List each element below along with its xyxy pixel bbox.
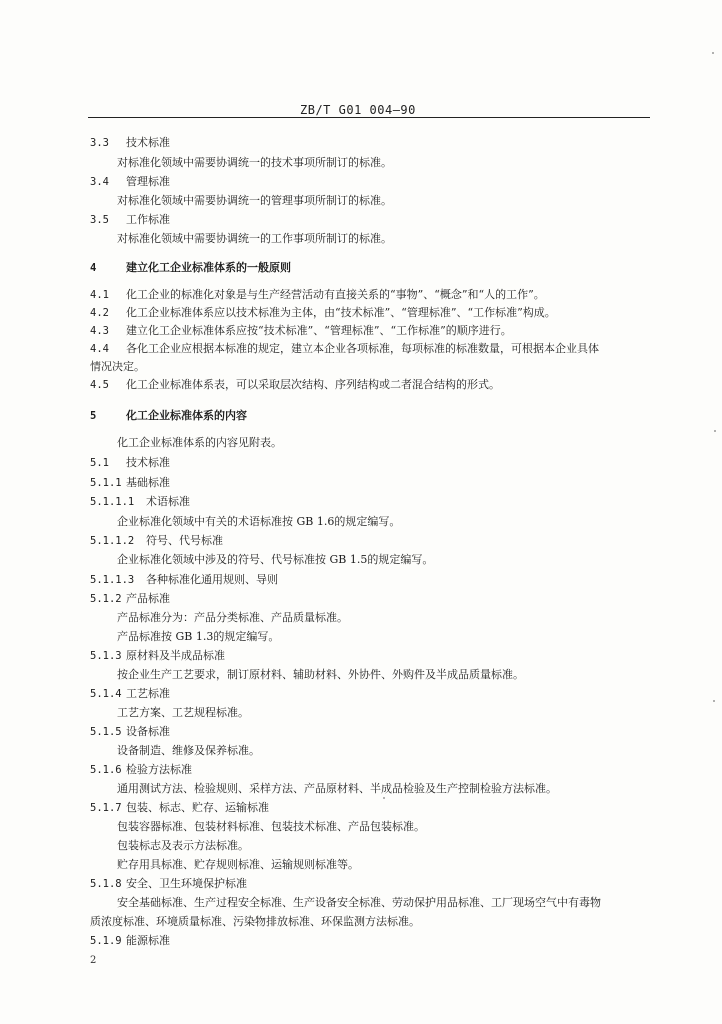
clause-title: 能源标准 <box>126 934 170 947</box>
clause-body: 对标准化领域中需要协调统一的工作事项所制订的标准。 <box>117 232 392 245</box>
clause-paragraph <box>90 288 545 302</box>
section-intro: 化工企业标准体系的内容见附表。 <box>117 436 282 449</box>
scan-speck <box>714 430 716 432</box>
section-heading <box>90 409 247 423</box>
clause-title: 技术标准 <box>126 456 170 469</box>
clause-title: 工艺标准 <box>126 687 170 700</box>
clause-paragraph <box>90 342 599 356</box>
clause-number: 5.1.4 <box>90 688 122 700</box>
clause-number: 3.4 <box>90 176 109 188</box>
clause-body: 安全基础标准、生产过程安全标准、生产设备安全标准、劳动保护用品标准、工厂现场空气中有毒物 <box>117 896 601 909</box>
clause-body: 企业标准化领域中有关的术语标准按 GB 1.6的规定编写。 <box>117 515 401 528</box>
clause-heading <box>90 476 170 490</box>
clause-heading <box>90 592 170 606</box>
section-number: 4 <box>90 262 97 274</box>
standard-code-header: ZB/T G01 004—90 <box>300 103 416 117</box>
clause-title: 技术标准 <box>126 136 170 149</box>
clause-number: 3.3 <box>90 137 109 149</box>
clause-text: 各化工企业应根据本标准的规定，建立本企业各项标准，每项标准的标准数量，可根据本企业具体 <box>126 342 599 355</box>
clause-body: 贮存用具标准、贮存规则标准、运输规则标准等。 <box>117 858 359 871</box>
clause-heading <box>90 763 192 777</box>
clause-number: 5.1.1 <box>90 477 122 489</box>
clause-heading <box>90 934 170 948</box>
clause-title: 符号、代号标准 <box>146 534 223 547</box>
scan-speck <box>712 52 714 54</box>
clause-number: 5.1 <box>90 457 109 469</box>
clause-number: 5.1.1.3 <box>90 574 135 586</box>
clause-number: 5.1.2 <box>90 593 122 605</box>
clause-heading <box>90 136 170 150</box>
clause-number: 5.1.1.2 <box>90 535 135 547</box>
section-heading <box>90 261 291 275</box>
section-title: 建立化工企业标准体系的一般原则 <box>126 261 291 274</box>
clause-heading <box>90 456 170 470</box>
clause-number: 4.4 <box>90 343 109 355</box>
clause-title: 管理标准 <box>126 175 170 188</box>
clause-number: 5.1.7 <box>90 802 122 814</box>
page-number: 2 <box>90 955 97 966</box>
clause-body: 对标准化领域中需要协调统一的管理事项所制订的标准。 <box>117 194 392 207</box>
clause-title: 基础标准 <box>126 476 170 489</box>
clause-heading <box>90 175 170 189</box>
clause-title: 工作标准 <box>126 213 170 226</box>
clause-number: 5.1.5 <box>90 726 122 738</box>
clause-number: 5.1.6 <box>90 764 122 776</box>
clause-title: 检验方法标准 <box>126 763 192 776</box>
clause-title: 产品标准 <box>126 592 170 605</box>
clause-heading <box>90 877 247 891</box>
clause-heading <box>90 649 225 663</box>
clause-paragraph <box>90 324 512 338</box>
clause-body: 对标准化领域中需要协调统一的技术事项所制订的标准。 <box>117 156 392 169</box>
clause-body: 企业标准化领域中涉及的符号、代号标准按 GB 1.5的规定编写。 <box>117 553 434 566</box>
clause-number: 4.3 <box>90 325 109 337</box>
clause-heading <box>90 534 223 548</box>
clause-number: 4.2 <box>90 307 109 319</box>
clause-number: 4.5 <box>90 379 109 391</box>
clause-title: 设备标准 <box>126 725 170 738</box>
clause-heading <box>90 725 170 739</box>
clause-text: 化工企业标准体系应以技术标准为主体，由“技术标准”、“管理标准”、“工作标准”构成。 <box>126 306 556 319</box>
clause-continuation: 质浓度标准、环境质量标准、污染物排放标准、环保监测方法标准。 <box>90 915 420 928</box>
clause-body: 工艺方案、工艺规程标准。 <box>117 706 249 719</box>
clause-number: 5.1.1.1 <box>90 496 135 508</box>
clause-body: 包装容器标准、包装材料标准、包装技术标准、产品包装标准。 <box>117 820 425 833</box>
clause-body: 按企业生产工艺要求，制订原材料、辅助材料、外协件、外购件及半成品质量标准。 <box>117 668 524 681</box>
clause-title: 安全、卫生环境保护标准 <box>126 877 247 890</box>
clause-heading <box>90 801 269 815</box>
clause-title: 各种标准化通用规则、导则 <box>146 573 278 586</box>
clause-number: 5.1.3 <box>90 650 122 662</box>
clause-heading <box>90 687 170 701</box>
clause-paragraph <box>90 306 556 320</box>
scan-speck <box>383 797 385 799</box>
clause-title: 术语标准 <box>146 495 190 508</box>
clause-number: 5.1.8 <box>90 878 122 890</box>
clause-paragraph <box>90 378 500 392</box>
clause-text: 化工企业的标准化对象是与生产经营活动有直接关系的“事物”、“概念”和“人的工作”。 <box>126 288 545 301</box>
clause-heading <box>90 495 190 509</box>
clause-body: 产品标准分为：产品分类标准、产品质量标准。 <box>117 611 348 624</box>
scan-speck <box>713 700 715 702</box>
clause-title: 包装、标志、贮存、运输标准 <box>126 801 269 814</box>
section-title: 化工企业标准体系的内容 <box>126 409 247 422</box>
clause-number: 3.5 <box>90 214 109 226</box>
clause-text: 建立化工企业标准体系应按“技术标准”、“管理标准”、“工作标准”的顺序进行。 <box>126 324 512 337</box>
header-rule <box>88 117 650 118</box>
section-number: 5 <box>90 410 97 422</box>
clause-number: 4.1 <box>90 289 109 301</box>
clause-continuation: 情况决定。 <box>90 360 145 373</box>
clause-title: 原材料及半成品标准 <box>126 649 225 662</box>
clause-number: 5.1.9 <box>90 935 122 947</box>
clause-body: 设备制造、维修及保养标准。 <box>117 744 260 757</box>
clause-text: 化工企业标准体系表，可以采取层次结构、序列结构或二者混合结构的形式。 <box>126 378 500 391</box>
clause-heading <box>90 573 278 587</box>
clause-body: 通用测试方法、检验规则、采样方法、产品原材料、半成品检验及生产控制检验方法标准。 <box>117 782 557 795</box>
clause-body: 包装标志及表示方法标准。 <box>117 839 249 852</box>
clause-heading <box>90 213 170 227</box>
clause-body: 产品标准按 GB 1.3的规定编写。 <box>117 630 280 643</box>
